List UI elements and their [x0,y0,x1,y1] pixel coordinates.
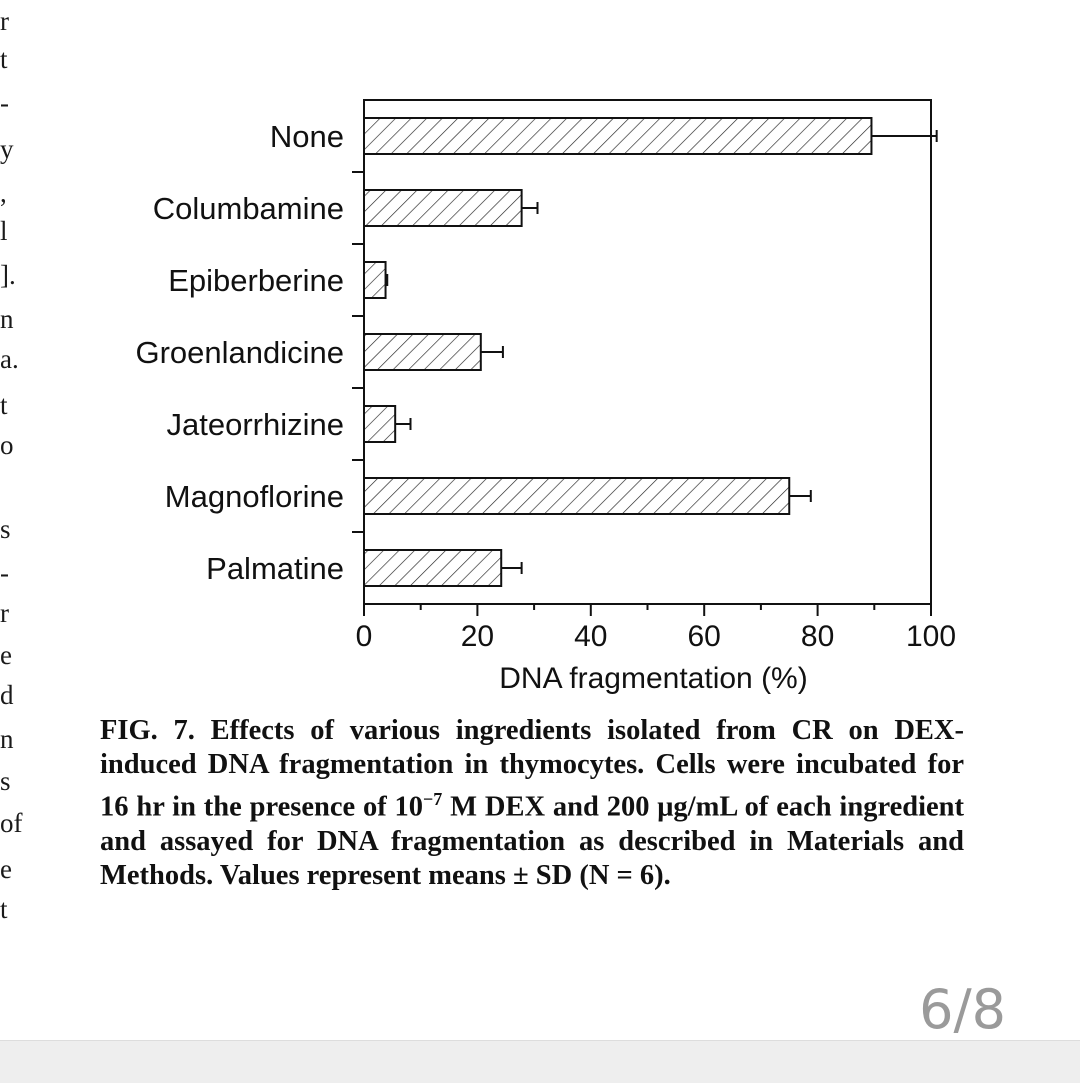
margin-fragment: of [0,808,23,838]
category-label: Palmatine [206,551,344,586]
margin-fragment: l [0,216,8,246]
bar-groenlandicine [364,334,481,370]
margin-fragment: s [0,766,11,796]
margin-fragment: d [0,680,14,710]
bar-jateorrhizine [364,406,395,442]
figure-caption [100,714,964,894]
margin-fragment: s [0,514,11,544]
margin-fragment: e [0,854,12,884]
bar-palmatine [364,550,501,586]
margin-fragment: t [0,894,8,924]
bar-magnoflorine [364,478,789,514]
margin-fragment: - [0,558,9,588]
margin-fragment: a. [0,344,19,374]
margin-fragment: , [0,178,7,208]
category-label: Columbamine [152,191,344,226]
margin-fragment: y [0,134,14,164]
category-label: Groenlandicine [135,335,344,370]
caption-text-continued: M DEX and 200 μg/mL of each ingredient and assayed for DNA fragmentation as described in Materials and Methods. Values represent means ± SD (N = 6). [100,791,964,892]
x-tick-label: 80 [800,620,835,653]
x-axis-label: DNA fragmentation (%) [499,662,808,695]
margin-fragment: n [0,724,14,754]
caption-text: Effects of various ingredients isolated from CR on DEX-induced DNA fragmentation in thymocytes. Cells were incubated for 16 hr in the presence of 10 [100,715,964,823]
margin-fragment: r [0,598,9,628]
margin-fragment: e [0,640,12,670]
margin-fragment: o [0,430,14,460]
bar-none [364,118,871,154]
category-label: Jateorrhizine [166,407,344,442]
margin-fragment: t [0,390,8,420]
x-tick-label: 0 [355,620,373,653]
viewer-bottom-bar [0,1040,1080,1083]
category-label: None [269,119,344,154]
figure-label: FIG. 7. [100,715,195,746]
bar-columbamine [364,190,522,226]
page-indicator: 6/8 [919,978,1006,1040]
margin-fragment: ]. [0,260,16,290]
margin-fragment: - [0,88,9,118]
caption-superscript: −7 [423,789,443,810]
category-label: Magnoflorine [164,479,344,514]
x-tick-label: 20 [460,620,495,653]
x-tick-label: 60 [687,620,721,653]
margin-fragment: n [0,304,14,334]
x-tick-label: 100 [905,620,957,653]
bar-epiberberine [364,262,386,298]
margin-fragment: t [0,44,8,74]
category-label: Epiberberine [168,263,344,298]
x-tick-label: 40 [574,620,608,653]
margin-fragment: r [0,6,9,36]
